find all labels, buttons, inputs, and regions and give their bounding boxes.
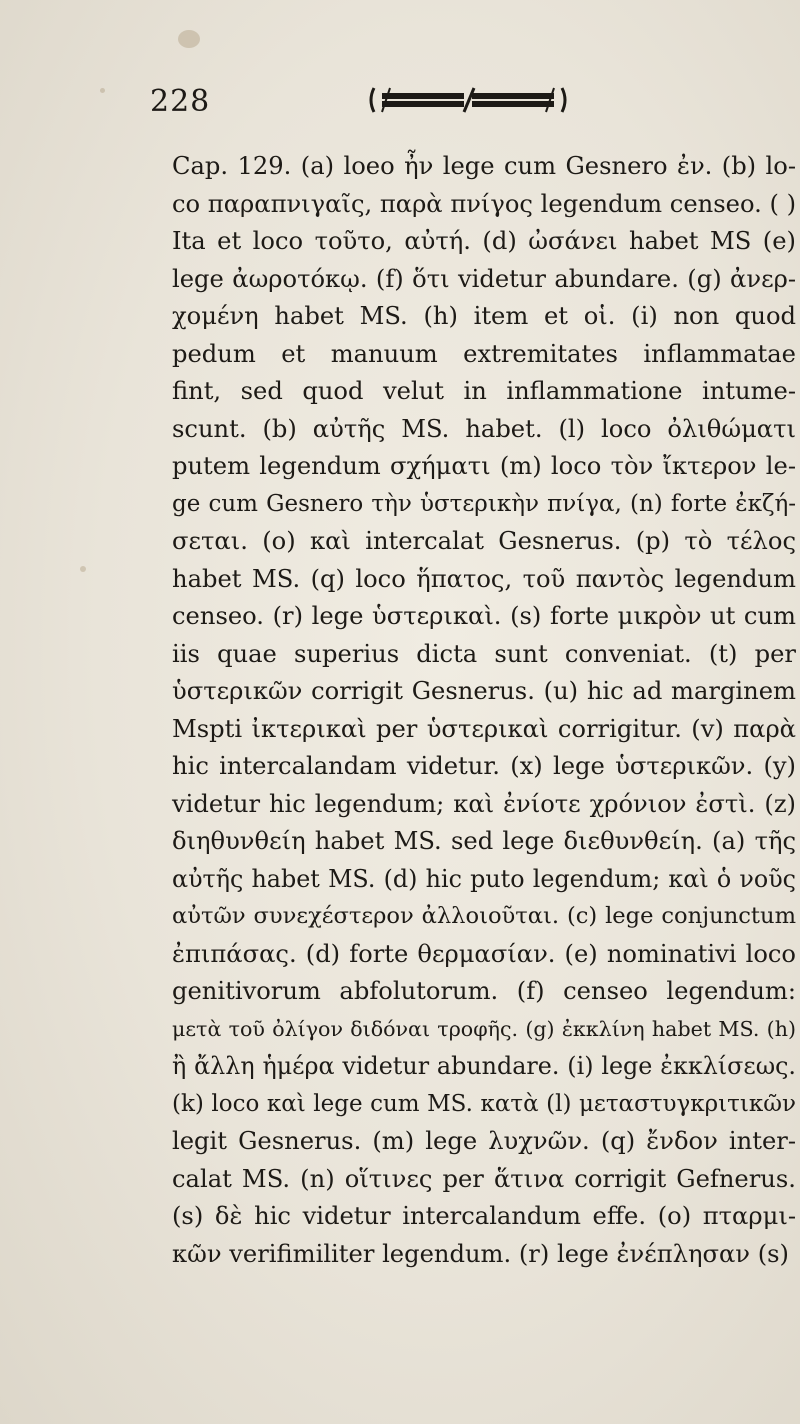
text-line: μετὰ τοῦ ὀλίγον διδόναι τροφῆς. (g) ἐκκλίνη habet MS. (h) bbox=[172, 1016, 796, 1041]
paper-stain bbox=[80, 566, 86, 572]
text-line: ὑστερικῶν corrigit Gesnerus. (u) hic ad marginem bbox=[172, 677, 796, 705]
text-line: censeo. (r) lege ὑστερικαὶ. (s) forte μικρὸν ut cum bbox=[172, 602, 796, 630]
text-line: putem legendum σχήματι (m) loco τὸν ἴκτερον le- bbox=[172, 452, 796, 480]
paper-stain bbox=[100, 88, 105, 93]
text-line: lege ἀωροτόκῳ. (f) ὅτι videtur abundare. (g) ἀνερ- bbox=[172, 264, 796, 293]
header-ornament-icon bbox=[368, 82, 568, 118]
text-line: ἐπιπάσας. (d) forte θερμασίαν. (e) nominativi loco bbox=[172, 939, 796, 968]
text-line: hic intercalandam videtur. (x) lege ὑστερικῶν. (y) bbox=[172, 752, 796, 780]
text-line: Mspti ἰκτερικαὶ per ὑστερικαὶ corrigitur. (v) παρὰ bbox=[172, 714, 796, 743]
text-line: αὐτῶν συνεχέστερον ἀλλοιοῦται. (c) lege conjunctum bbox=[172, 903, 796, 929]
text-line: διηθυνθείη habet MS. sed lege διεθυνθείη. (a) τῆς bbox=[172, 827, 796, 855]
text-line: ἢ ἄλλη ἡμέρα videtur abundare. (i) lege ἐκκλίσεως. bbox=[172, 1052, 796, 1080]
text-line: Ita et loco τοῦτο, αὐτή. (d) ὠσάνει habet MS (e) bbox=[172, 227, 796, 255]
text-line: calat MS. (n) οἵτινες per ἅτινα corrigit Gefnerus. bbox=[172, 1164, 796, 1193]
text-line: scunt. (b) αὐτῆς MS. habet. (l) loco ὀλιθώματι bbox=[172, 414, 796, 443]
text-line: (s) δὲ hic videtur intercalandum effe. (o) πταρμι- bbox=[172, 1202, 796, 1230]
text-line: ge cum Gesnero τὴν ὑστερικὴν πνίγα, (n) forte ἐκζή- bbox=[172, 490, 796, 517]
text-line: legit Gesnerus. (m) lege λυχνῶν. (q) ἔνδον inter- bbox=[172, 1127, 796, 1155]
text-line: co παραπνιγαῖς, παρὰ πνίγος legendum censeo. ( ) bbox=[172, 189, 797, 218]
text-line: habet MS. (q) loco ἥπατος, τοῦ παντὸς legendum bbox=[172, 564, 796, 593]
text-line: genitivorum abfolutorum. (f) censeo legendum: bbox=[172, 977, 796, 1005]
text-line: iis quae superius dicta sunt conveniat. (t) per bbox=[172, 639, 796, 668]
paper-stain bbox=[178, 30, 200, 48]
text-line: αὐτῆς habet MS. (d) hic puto legendum; καὶ ὁ νοῦς bbox=[172, 864, 796, 893]
text-line: (k) loco καὶ lege cum MS. κατὰ (l) μεταστυγκριτικῶν bbox=[172, 1090, 796, 1117]
text-line: pedum et manuum extremitates inflammatae bbox=[172, 339, 796, 368]
text-line: κῶν verifimiliter legendum. (r) lege ἐνέπλησαν (s) bbox=[172, 1239, 789, 1268]
text-line: χομένη habet MS. (h) item et οἱ. (i) non quod bbox=[172, 302, 796, 330]
text-line: fint, sed quod velut in inflammatione intume- bbox=[172, 377, 796, 405]
page-number: 228 bbox=[150, 84, 211, 119]
footnote-text-block bbox=[172, 148, 796, 1273]
text-line: Cap. 129. (a) loeo ἦν lege cum Gesnero ἐν. (b) lo- bbox=[172, 152, 796, 180]
text-line: σεται. (o) καὶ intercalat Gesnerus. (p) τὸ τέλος bbox=[172, 527, 796, 555]
text-line: videtur hic legendum; καὶ ἐνίοτε χρόνιον ἐστὶ. (z) bbox=[172, 789, 796, 818]
